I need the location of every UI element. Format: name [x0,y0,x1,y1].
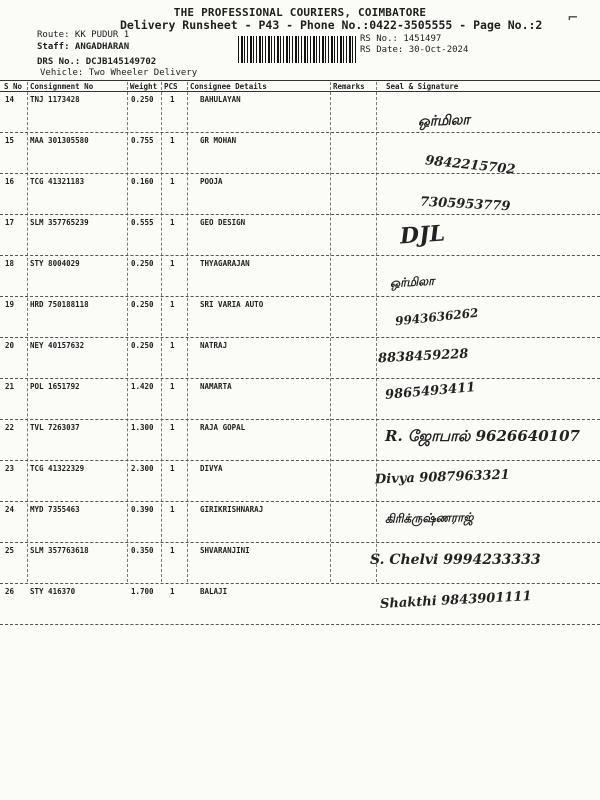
signature: 8838459228 [377,346,469,367]
row-sno: 16 [5,177,15,186]
barcode [238,36,356,63]
signature: S. Chelvi 9994233333 [370,552,541,568]
row-divider [0,501,600,502]
table-row [0,341,600,382]
table-row [0,382,600,423]
row-consignment: SLM 357765239 [30,218,89,227]
row-divider [0,214,600,215]
signature: 9842215702 [424,153,517,178]
signature: R. ஜோபால் 9626640107 [385,427,580,445]
table-header-border [0,91,600,92]
col-weight: Weight [130,82,158,91]
row-weight: 1.420 [131,382,154,391]
row-pcs: 1 [170,587,175,596]
row-weight: 0.555 [131,218,154,227]
row-pcs: 1 [170,546,175,555]
row-sno: 26 [5,587,15,596]
row-pcs: 1 [170,464,175,473]
row-consignee: GIRIKRISHNARAJ [200,505,264,514]
row-weight: 1.700 [131,587,154,596]
row-consignee: BAHULAYAN [200,95,241,104]
row-divider [0,460,600,461]
row-weight: 0.755 [131,136,154,145]
table-row [0,300,600,341]
row-weight: 0.160 [131,177,154,186]
corner-mark: ⌐ [568,8,578,27]
table-top-border [0,80,600,81]
row-consignment: SLM 357763618 [30,546,89,555]
drs-number: DRS No.: DCJB145149702 [37,57,157,67]
row-consignment: TCG 41322329 [30,464,85,473]
row-sno: 22 [5,423,15,432]
table-row [0,218,600,259]
row-weight: 0.250 [131,259,154,268]
rs-number: RS No.: 1451497 [360,34,442,44]
row-consignee: SRI VARIA AUTO [200,300,264,309]
row-pcs: 1 [170,423,175,432]
table-row [0,177,600,218]
row-sno: 23 [5,464,15,473]
row-consignee: RAJA GOPAL [200,423,246,432]
row-sno: 14 [5,95,15,104]
row-divider [0,378,600,379]
signature: 9865493411 [384,380,476,403]
row-pcs: 1 [170,505,175,514]
row-consignment: TVL 7263037 [30,423,80,432]
row-divider [0,132,600,133]
row-weight: 0.390 [131,505,154,514]
row-consignee: NAMARTA [200,382,232,391]
signature: Shakthi 9843901111 [379,589,532,612]
row-weight: 0.250 [131,300,154,309]
row-sno: 24 [5,505,15,514]
row-consignment: MYD 7355463 [30,505,80,514]
row-divider [0,542,600,543]
signature: ஒர்மிலா [417,112,470,130]
row-consignment: STY 416370 [30,587,76,596]
row-divider [0,624,600,625]
table-row [0,464,600,505]
row-consignee: GEO DESIGN [200,218,246,227]
row-divider [0,419,600,420]
row-weight: 0.350 [131,546,154,555]
signature: DJL [399,220,446,250]
col-remarks: Remarks [333,82,365,91]
row-weight: 0.250 [131,95,154,104]
table-row [0,546,600,587]
row-sno: 20 [5,341,15,350]
col-consignment: Consignment No [30,82,94,91]
row-pcs: 1 [170,177,175,186]
row-sno: 21 [5,382,15,391]
vehicle-label: Vehicle: Two Wheeler Delivery [40,68,198,78]
row-divider [0,173,600,174]
row-consignment: TNJ 1173428 [30,95,80,104]
row-weight: 2.300 [131,464,154,473]
signature: 7305953779 [419,194,511,215]
row-divider [0,255,600,256]
row-consignment: TCG 41321183 [30,177,85,186]
row-pcs: 1 [170,300,175,309]
signature: ஒர்மிலா [389,273,435,291]
signature: கிரிக்ருஷ்ணராஜ் [384,510,474,526]
row-consignee: NATRAJ [200,341,228,350]
row-pcs: 1 [170,259,175,268]
row-pcs: 1 [170,218,175,227]
table-row [0,136,600,177]
row-pcs: 1 [170,95,175,104]
row-pcs: 1 [170,341,175,350]
row-divider [0,337,600,338]
table-row [0,587,600,628]
row-sno: 15 [5,136,15,145]
row-sno: 17 [5,218,15,227]
table-row [0,423,600,464]
row-consignment: POL 1651792 [30,382,80,391]
route-label: Route: KK PUDUR 1 [37,30,130,40]
col-seal: Seal & Signature [386,82,459,91]
row-sno: 18 [5,259,15,268]
signature: Divya 9087963321 [374,467,510,488]
row-consignment: STY 8004029 [30,259,80,268]
col-sno: S No [4,82,23,91]
row-consignee: THYAGARAJAN [200,259,250,268]
row-consignee: GR MOHAN [200,136,237,145]
row-weight: 1.300 [131,423,154,432]
row-consignment: HRD 750188118 [30,300,89,309]
table-row [0,505,600,546]
col-consignee: Consignee Details [190,82,267,91]
rs-date: RS Date: 30-Oct-2024 [360,45,469,55]
row-consignee: POOJA [200,177,223,186]
row-consignee: SHVARANJINI [200,546,250,555]
row-consignment: MAA 301305580 [30,136,89,145]
row-consignee: DIVYA [200,464,223,473]
row-sno: 25 [5,546,15,555]
row-consignee: BALAJI [200,587,228,596]
row-pcs: 1 [170,136,175,145]
row-divider [0,296,600,297]
staff-label: Staff: ANGADHARAN [37,42,130,52]
company-name: THE PROFESSIONAL COURIERS, COIMBATORE [173,6,427,19]
row-weight: 0.250 [131,341,154,350]
table-row [0,95,600,136]
row-sno: 19 [5,300,15,309]
row-pcs: 1 [170,382,175,391]
col-pcs: PCS [164,82,178,91]
row-divider [0,583,600,584]
table-row [0,259,600,300]
row-consignment: NEY 40157632 [30,341,85,350]
signature: 9943636262 [394,305,480,329]
runsheet-title: Delivery Runsheet - P43 - Phone No.:0422-3505555 - Page No.:2 [120,18,543,32]
